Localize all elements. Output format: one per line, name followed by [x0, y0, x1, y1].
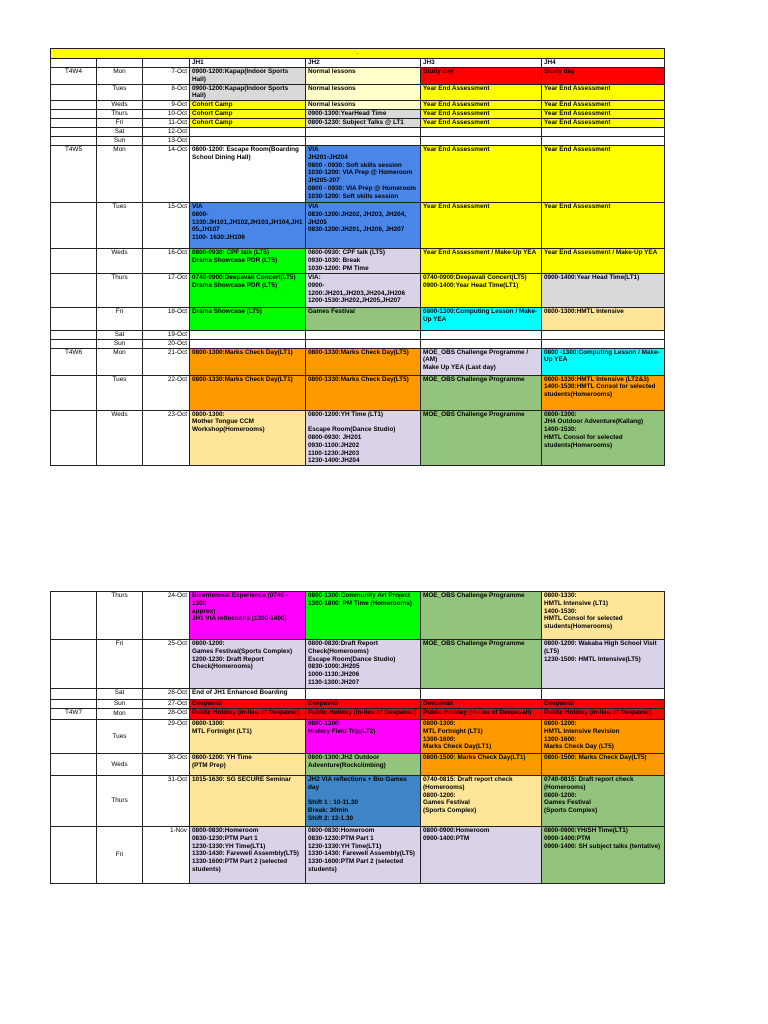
- schedule-cell-jh1: [190, 330, 306, 339]
- schedule-cell-jh3: Year End Assessment: [421, 119, 542, 128]
- schedule-cell-jh2: JH2 VIA reflections + Bio Games day Shift 1 : 10-11.30 Break: 30min Shift 2: 12-1.30: [306, 776, 421, 827]
- schedule-cell-jh1: 0800-1330:Marks Check Day(LT1): [190, 375, 306, 410]
- schedule-cell-jh2: 0800-1330:Marks Check Day(LT5): [306, 348, 421, 375]
- schedule-cell-jh1: 0800-0930: CPF talk (LT5) Drama Showcase PDR (LT5): [190, 248, 306, 273]
- schedule-cell-jh4: Year End Assessment: [542, 101, 665, 110]
- week-label: T4W7: [51, 709, 97, 720]
- table-row: [51, 592, 665, 640]
- date-label: 9-Oct: [143, 101, 190, 110]
- table-row: [51, 689, 665, 700]
- schedule-cell-jh2: [306, 128, 421, 137]
- schedule-cell-jh4: [542, 330, 665, 339]
- schedule-cell-jh2: 0800-0830:Homeroom 0830-1230:PTM Part 1 1230-1330:YH Time(LT1) 1330-1430: Farewell Assembly(LT5) 1330-1600:PTM Part 2 (selected students): [306, 827, 421, 884]
- title-row: [51, 49, 665, 59]
- week-label: [51, 273, 97, 307]
- day-label: Weds: [97, 101, 143, 110]
- date-label: 24-Oct: [143, 592, 190, 640]
- schedule-cell-jh2: 0800-1330:Marks Check Day(LT5): [306, 375, 421, 410]
- schedule-table-part-2-body: [51, 592, 665, 884]
- table-row: [51, 339, 665, 348]
- day-label: Mon: [97, 145, 143, 202]
- date-label: 16-Oct: [143, 248, 190, 273]
- date-label: 25-Oct: [143, 640, 190, 689]
- schedule-cell-jh3: Year End Assessment: [421, 145, 542, 202]
- table-row: [51, 128, 665, 137]
- day-label: Mon: [97, 348, 143, 375]
- table-row: [51, 101, 665, 110]
- date-label: 18-Oct: [143, 307, 190, 330]
- schedule-cell-jh1: 0740-0900:Deepavali Concert(LT5) Drama Showcase PDR (LT5): [190, 273, 306, 307]
- schedule-cell-jh1: End of JH1 Enhanced Boarding: [190, 689, 306, 700]
- date-label: 30-Oct: [143, 754, 190, 776]
- schedule-cell-jh2: Deepavali: [306, 700, 421, 709]
- schedule-cell-jh2: Public Holiday (in-lieu of Deepavali): [306, 709, 421, 720]
- day-label: Mon: [97, 709, 143, 720]
- week-label: [51, 827, 97, 884]
- schedule-cell-jh1: Bicentennial Experience (0740 - 1300 approx) JH1 VIA reflections (1300-1400): [190, 592, 306, 640]
- table-row: [51, 700, 665, 709]
- table-row: [51, 137, 665, 146]
- schedule-table-part-1: [50, 48, 665, 466]
- date-label: 26-Oct: [143, 689, 190, 700]
- schedule-cell-jh3: 0740-0815: Draft report check (Homerooms) 0800-1200: Games Festival (Sports Complex): [421, 776, 542, 827]
- header-blank-cell: [143, 59, 190, 68]
- day-label: Sun: [97, 137, 143, 146]
- schedule-cell-jh1: 0900-1200:Kapap(Indoor Sports Hall): [190, 84, 306, 101]
- table-row: [51, 273, 665, 307]
- schedule-cell-jh1: Cohort Camp: [190, 119, 306, 128]
- day-label: Tues: [97, 375, 143, 410]
- date-label: 15-Oct: [143, 202, 190, 248]
- schedule-cell-jh3: 0800-1300: MTL Fortnight (LT1) 1300-1600: Marks Check Day(LT1): [421, 720, 542, 754]
- week-label: [51, 776, 97, 827]
- week-label: [51, 720, 97, 754]
- schedule-cell-jh3: [421, 137, 542, 146]
- table-row: [51, 375, 665, 410]
- schedule-cell-jh4: Year End Assessment: [542, 119, 665, 128]
- table-row: [51, 640, 665, 689]
- schedule-cell-jh3: MOE_OBS Challenge Programme: [421, 640, 542, 689]
- schedule-cell-jh2: [306, 137, 421, 146]
- schedule-cell-jh4: 0800-1330: HMTL Intensive (LT1) 1400-1530: HMTL Consol for selected students(Homerooms): [542, 592, 665, 640]
- week-label: [51, 330, 97, 339]
- schedule-cell-jh2: 0800-1300: History Field Trip(LT2): [306, 720, 421, 754]
- date-label: 14-Oct: [143, 145, 190, 202]
- date-label: 1-Nov: [143, 827, 190, 884]
- table-row: [51, 776, 665, 827]
- week-label: [51, 128, 97, 137]
- schedule-cell-jh3: [421, 689, 542, 700]
- day-label: Weds: [97, 248, 143, 273]
- day-label: Fri: [97, 827, 143, 884]
- schedule-cell-jh2: [306, 689, 421, 700]
- table-row: [51, 720, 665, 754]
- title-cell: .: [51, 49, 665, 59]
- week-label: [51, 84, 97, 101]
- schedule-cell-jh3: [421, 339, 542, 348]
- date-label: 13-Oct: [143, 137, 190, 146]
- schedule-cell-jh2: 0800-0930: CPF talk (LT5) 0930-1030: Break 1030-1200: PM Time: [306, 248, 421, 273]
- schedule-cell-jh2: VIA 0830-1200:JH202, JH203, JH204, JH205 0830-1200:JH201, JH206, JH207: [306, 202, 421, 248]
- day-label: Sat: [97, 330, 143, 339]
- table-row: [51, 68, 665, 85]
- date-label: 20-Oct: [143, 339, 190, 348]
- table-row: [51, 827, 665, 884]
- schedule-cell-jh1: 0800-1300:Marks Check Day(LT1): [190, 348, 306, 375]
- schedule-cell-jh4: 0800-0900:YH/SH Time(LT1) 0900-1400:PTM 0900-1400: SH subject talks (tentative): [542, 827, 665, 884]
- date-label: 11-Oct: [143, 119, 190, 128]
- schedule-cell-jh4: Year End Assessment: [542, 84, 665, 101]
- schedule-cell-jh1: 0800-0830:Homeroom 0830-1230:PTM Part 1 1230-1330:YH Time(LT1) 1330-1430: Farewell Assembly(LT5) 1330-1600:PTM Part 2 (selected students): [190, 827, 306, 884]
- week-label: [51, 375, 97, 410]
- schedule-cell-jh4: Year End Assessment: [542, 145, 665, 202]
- schedule-cell-jh4: 0900-1400:Year Head Time(LT1): [542, 273, 665, 307]
- schedule-cell-jh3: 0800-1300:Computing Lesson / Make- Up YEA: [421, 307, 542, 330]
- week-label: [51, 202, 97, 248]
- header-jh3: JH3: [421, 59, 542, 68]
- table-row: [51, 202, 665, 248]
- day-label: Mon: [97, 68, 143, 85]
- schedule-cell-jh3: MOE_OBS Challenge Programme: [421, 592, 542, 640]
- week-label: [51, 592, 97, 640]
- schedule-cell-jh3: Public Holiday (in-lieu of Deepavali): [421, 709, 542, 720]
- schedule-cell-jh2: 0800-1230: Subject Talks @ LT1: [306, 119, 421, 128]
- header-blank-cell: [97, 59, 143, 68]
- schedule-cell-jh2: [306, 330, 421, 339]
- schedule-cell-jh4: 0800-1300:HMTL Intensive: [542, 307, 665, 330]
- schedule-cell-jh3: MOE_OBS Challenge Programme: [421, 410, 542, 466]
- schedule-cell-jh3: 0800-1500: Marks Check Day(LT1): [421, 754, 542, 776]
- schedule-cell-jh2: 0800-1300:Community Art Project 1300-1800: PM Time (Homerooms): [306, 592, 421, 640]
- schedule-cell-jh2: VIA JH201-JH204 0800 - 0930: Soft skills session 1030-1200: VIA Prep @ Homeroom JH205-207 0800 - 0930: VIA Prep @ Homeroom 1030-1200: Soft skills session: [306, 145, 421, 202]
- day-label: Sat: [97, 128, 143, 137]
- date-label: 7-Oct: [143, 68, 190, 85]
- day-label: Sun: [97, 339, 143, 348]
- week-label: [51, 339, 97, 348]
- date-label: 27-Oct: [143, 700, 190, 709]
- schedule-cell-jh3: Year End Assessment: [421, 84, 542, 101]
- schedule-table-part-2: [50, 591, 665, 884]
- schedule-cell-jh2: Games Festival: [306, 307, 421, 330]
- table-row: [51, 110, 665, 119]
- schedule-cell-jh1: 0800-1200: YH Time (PTM Prep): [190, 754, 306, 776]
- schedule-cell-jh2: 0800-0830:Draft Report Check(Homerooms) Escape Room(Dance Studio) 0830-1000:JH205 1000-1130:JH206 1130-1300:JH207: [306, 640, 421, 689]
- header-jh4: JH4: [542, 59, 665, 68]
- day-label: Tues: [97, 202, 143, 248]
- schedule-cell-jh3: Year End Assessment: [421, 202, 542, 248]
- week-label: [51, 119, 97, 128]
- date-label: 29-Oct: [143, 720, 190, 754]
- date-label: 8-Oct: [143, 84, 190, 101]
- date-label: 17-Oct: [143, 273, 190, 307]
- schedule-cell-jh1: 0800-1200: Games Festival(Sports Complex) 1200-1230: Draft Report Check(Homerooms): [190, 640, 306, 689]
- table-row: [51, 709, 665, 720]
- week-label: [51, 137, 97, 146]
- table-row: [51, 248, 665, 273]
- schedule-cell-jh3: 0800-0900:Homeroom 0900-1400:PTM: [421, 827, 542, 884]
- schedule-cell-jh1: 0800-1300: Mother Tongue CCM Workshop(Homerooms): [190, 410, 306, 466]
- table-row: [51, 145, 665, 202]
- week-label: [51, 700, 97, 709]
- schedule-cell-jh3: Year End Assessment: [421, 110, 542, 119]
- schedule-cell-jh4: Year End Assessment: [542, 202, 665, 248]
- schedule-cell-jh3: [421, 330, 542, 339]
- week-label: [51, 307, 97, 330]
- table-row: [51, 119, 665, 128]
- week-label: [51, 410, 97, 466]
- day-label: Sat: [97, 689, 143, 700]
- day-label: Fri: [97, 119, 143, 128]
- schedule-cell-jh2: 0900-1300:YearHead Time: [306, 110, 421, 119]
- week-label: [51, 248, 97, 273]
- schedule-cell-jh1: [190, 128, 306, 137]
- header-jh2: JH2: [306, 59, 421, 68]
- schedule-cell-jh4: 0800-1300: JH4 Outdoor Adventure(Kallang) 1400-1530: HMTL Consol for selected students(Homerooms): [542, 410, 665, 466]
- date-label: 28-Oct: [143, 709, 190, 720]
- day-label: Fri: [97, 307, 143, 330]
- schedule-cell-jh4: [542, 339, 665, 348]
- schedule-cell-jh4: 0800 -1300:Computing Lesson / Make- Up YEA: [542, 348, 665, 375]
- date-label: 23-Oct: [143, 410, 190, 466]
- schedule-cell-jh4: [542, 137, 665, 146]
- week-label: [51, 101, 97, 110]
- week-label: T4W4: [51, 68, 97, 85]
- schedule-cell-jh2: VIA: 0900- 1200:JH201,JH203,JH204,JH206 1200-1530:JH202,JH205,JH207: [306, 273, 421, 307]
- schedule-cell-jh3: 0740-0900:Deepavali Concert(LT5) 0900-1400:Year Head Time(LT1): [421, 273, 542, 307]
- date-label: 31-Oct: [143, 776, 190, 827]
- header-blank-cell: [51, 59, 97, 68]
- schedule-cell-jh4: 0800-1500: Marks Check Day(LT5): [542, 754, 665, 776]
- schedule-cell-jh3: MOE_OBS Challenge Programme / (AM) Make Up YEA (Last day): [421, 348, 542, 375]
- day-label: Weds: [97, 410, 143, 466]
- schedule-cell-jh1: [190, 339, 306, 348]
- schedule-cell-jh2: 0800-1200:YH Time (LT1) Escape Room(Dance Studio) 0800-0930: JH201 0930-1100:JH202 1100-1230:JH203 1230-1400:JH204: [306, 410, 421, 466]
- schedule-cell-jh4: Study day: [542, 68, 665, 85]
- day-label: Thurs: [97, 273, 143, 307]
- schedule-cell-jh1: 0900-1200:Kapap(Indoor Sports Hall): [190, 68, 306, 85]
- schedule-cell-jh4: 0800-1200: HMTL Intensive Revision 1300-1600: Marks Check Day (LT5): [542, 720, 665, 754]
- day-label: Weds: [97, 754, 143, 776]
- date-label: 22-Oct: [143, 375, 190, 410]
- schedule-cell-jh4: 0740-0815: Draft report check (Homerooms) 0800-1200: Games Festival (Sports Complex): [542, 776, 665, 827]
- schedule-cell-jh3: MOE_OBS Challenge Programme: [421, 375, 542, 410]
- day-label: Thurs: [97, 592, 143, 640]
- week-label: [51, 110, 97, 119]
- header-row: [51, 59, 665, 68]
- date-label: 10-Oct: [143, 110, 190, 119]
- header-jh1: JH1: [190, 59, 306, 68]
- schedule-cell-jh4: [542, 128, 665, 137]
- table-row: [51, 84, 665, 101]
- schedule-cell-jh3: Deepavali: [421, 700, 542, 709]
- week-label: [51, 754, 97, 776]
- day-label: Thurs: [97, 110, 143, 119]
- table-row: [51, 348, 665, 375]
- day-label: Fri: [97, 640, 143, 689]
- schedule-cell-jh3: Year End Assessment: [421, 101, 542, 110]
- schedule-cell-jh1: Cohort Camp: [190, 101, 306, 110]
- schedule-cell-jh2: 0800-1300:JH2 Outdoor Adventure(Rockclimbing): [306, 754, 421, 776]
- week-label: T4W5: [51, 145, 97, 202]
- day-label: Tues: [97, 84, 143, 101]
- schedule-cell-jh2: [306, 339, 421, 348]
- schedule-cell-jh2: Normal lessons: [306, 84, 421, 101]
- date-label: 21-Oct: [143, 348, 190, 375]
- schedule-cell-jh1: 0800-1300: MTL Fortnight (LT1): [190, 720, 306, 754]
- schedule-cell-jh1: [190, 137, 306, 146]
- week-label: [51, 640, 97, 689]
- schedule-cell-jh1: Deepavali: [190, 700, 306, 709]
- day-label: Sun: [97, 700, 143, 709]
- schedule-cell-jh1: Drama Showcase (LT5): [190, 307, 306, 330]
- day-label: Tues: [97, 720, 143, 754]
- date-label: 12-Oct: [143, 128, 190, 137]
- schedule-cell-jh4: Deepavali: [542, 700, 665, 709]
- schedule-cell-jh1: 0800-1200: Escape Room(Boarding School Dining Hall): [190, 145, 306, 202]
- table-row: [51, 330, 665, 339]
- table-row: [51, 410, 665, 466]
- week-label: [51, 689, 97, 700]
- schedule-cell-jh2: Normal lessons: [306, 101, 421, 110]
- schedule-cell-jh1: 1015-1630: SG SECURE Seminar: [190, 776, 306, 827]
- schedule-cell-jh4: [542, 689, 665, 700]
- schedule-table-part-1-body: [51, 49, 665, 466]
- schedule-cell-jh1: VIA 0800- 1330:JH101,JH102,JH103,JH104,JH1 05,JH107 1100- 1630:JH106: [190, 202, 306, 248]
- schedule-cell-jh2: Normal lessons: [306, 68, 421, 85]
- schedule-cell-jh3: Year End Assessment / Make-Up YEA: [421, 248, 542, 273]
- table-row: [51, 307, 665, 330]
- schedule-cell-jh4: Year End Assessment: [542, 110, 665, 119]
- schedule-cell-jh4: Year End Assessment / Make-Up YEA: [542, 248, 665, 273]
- schedule-cell-jh3: Study day: [421, 68, 542, 85]
- schedule-cell-jh4: 0800-1200: Wakaba High School Visit (LT5) 1230-1500: HMTL Intensive(LT5): [542, 640, 665, 689]
- schedule-cell-jh1: Public Holiday (in-lieu of Deepavali): [190, 709, 306, 720]
- schedule-cell-jh4: 0800-1330:HMTL Intensive (LT2&3) 1400-1530:HMTL Consol for selected students(Homerooms): [542, 375, 665, 410]
- schedule-cell-jh4: Public Holiday (in-lieu of Deepavali): [542, 709, 665, 720]
- date-label: 19-Oct: [143, 330, 190, 339]
- week-label: T4W6: [51, 348, 97, 375]
- schedule-cell-jh1: Cohort Camp: [190, 110, 306, 119]
- table-row: [51, 754, 665, 776]
- schedule-cell-jh3: [421, 128, 542, 137]
- day-label: Thurs: [97, 776, 143, 827]
